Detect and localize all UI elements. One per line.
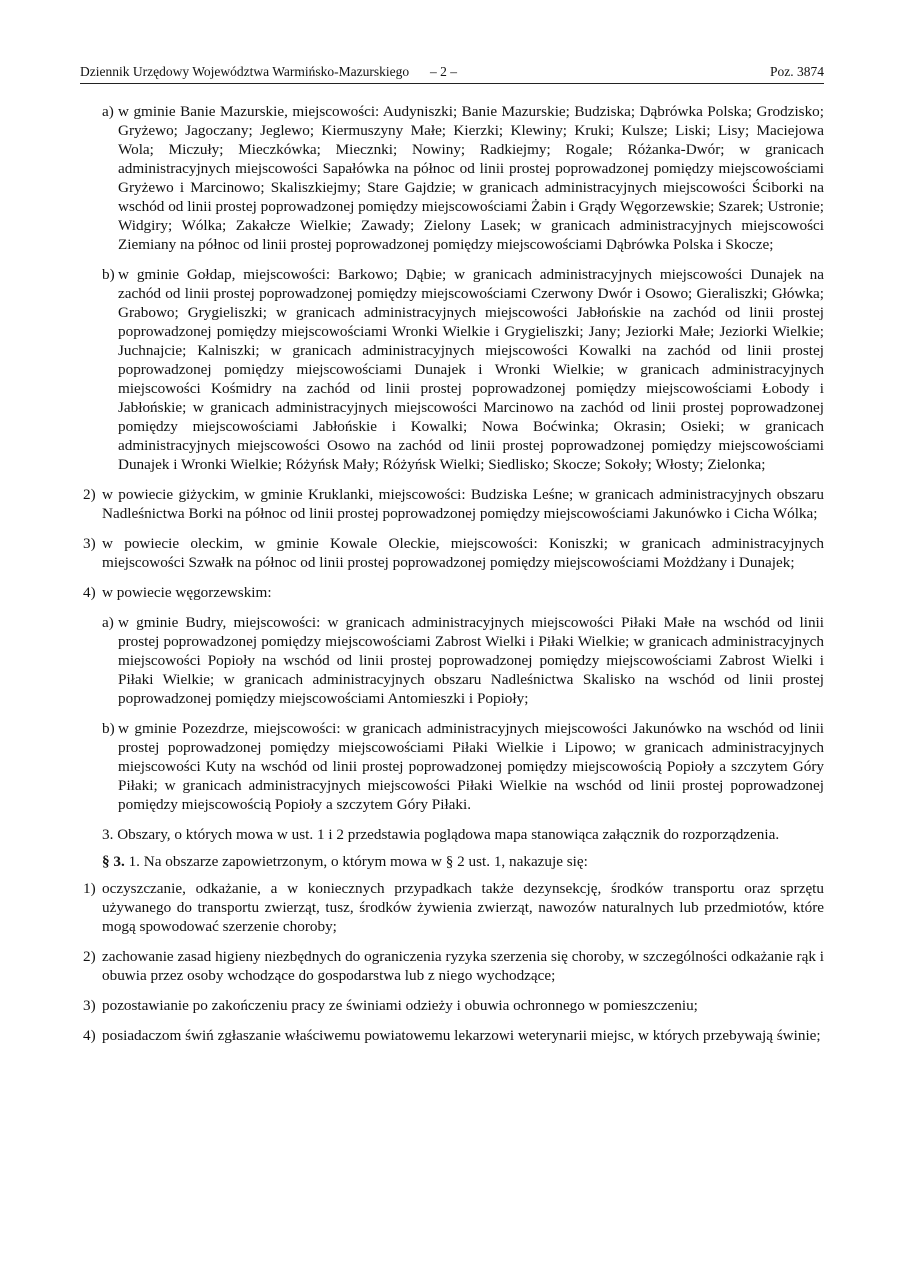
order-item [80,947,824,985]
order-item [80,1026,824,1045]
item-marker: 4) [83,1027,96,1044]
item-text: posiadaczom świń zgłaszanie właściwemu powiatowemu lekarzowi weterynarii miejsc, w których przebywają świnie; [102,1027,821,1044]
list-item [80,485,824,523]
page-header [80,64,824,84]
paragraph-3: 3. Obszary, o których mowa w ust. 1 i 2 przedstawia poglądowa mapa stanowiąca załącznik do rozporządzenia. [102,826,780,843]
item-marker: 4) [83,584,96,601]
document-body [80,102,824,1056]
position-number: Poz. 3874 [770,64,824,79]
item-marker: 2) [83,948,96,965]
item-text: w powiecie węgorzewskim: [102,584,272,601]
item-marker: 1) [83,880,96,897]
item-marker: 3) [83,997,96,1014]
item-marker: a) [102,103,114,120]
item-text: oczyszczanie, odkażanie, a w koniecznych przypadkach także dezynsekcję, środków transportu oraz sprzętu używanego do transportu zwierząt, tusz, środków żywienia zwierząt, nawozów naturalnych lub przedmiotów, które mogą spowodować szerzenie choroby; [102,880,824,935]
page-number: – 2 – [430,64,457,79]
list-item [80,719,824,814]
list-item [80,583,824,602]
item-text: w gminie Banie Mazurskie, miejscowości: Audyniszki; Banie Mazurskie; Budziska; Dąbrówka Polska; Grodzisko; Gryżewo; Jagoczany; Jeglewo; Kiermuszyny Małe; Kierzki; Klewiny; Kruki; Kulsze; Liski; Lisy; Maciejowa Wola; Miczuły; Mieczkówka; Miecznki; Nowiny; Radkiejmy; Rogale; Różanka-Dwór; w granicach administracyjnych miejscowości Sapałówka na północ od linii prostej poprowadzonej pomiędzy miejscowościami Gryżewo i Marcinowo; Skaliszkiejmy; Stare Gajdzie; w granicach administracyjnych miejscowości Ściborki na wschód od linii prostej poprowadzonej pomiędzy miejscowościami Żabin i Grądy Węgorzewskie; Szarek; Ustronie; Widgiry; Wólka; Zakałcze Wielkie; Zawady; Zielony Lasek; w granicach administracyjnych miejscowości Ziemiany na północ od linii prostej poprowadzonej pomiędzy miejscowościami Dąbrówka Polska i Skocze; [118,103,824,253]
list-item [80,534,824,572]
section-3-heading [80,852,824,871]
item-marker: 2) [83,486,96,503]
order-item [80,879,824,936]
journal-title: Dziennik Urzędowy Województwa Warmińsko-Mazurskiego [80,64,410,79]
item-marker: b) [102,266,115,283]
list-item [80,265,824,474]
item-text: pozostawianie po zakończeniu pracy ze świniami odzieży i obuwia ochronnego w pomieszczeniu; [102,997,698,1014]
list-item [80,102,824,254]
item-text: w powiecie giżyckim, w gminie Kruklanki, miejscowości: Budziska Leśne; w granicach administracyjnych obszaru Nadleśnictwa Borki na północ od linii prostej poprowadzonej pomiędzy miejscowościami Jakunówko i Cicha Wólka; [102,486,824,522]
order-item [80,996,824,1015]
item-text: zachowanie zasad higieny niezbędnych do ograniczenia ryzyka szerzenia się choroby, w szczególności odkażanie rąk i obuwia przez osoby wchodzące do gospodarstwa lub z niego wychodzące; [102,948,824,984]
item-text: w powiecie oleckim, w gminie Kowale Oleckie, miejscowości: Koniszki; w granicach administracyjnych miejscowości Szwałk na północ od linii prostej poprowadzonej pomiędzy miejscowościami Możdżany i Dunajek; [102,535,824,571]
item-text: w gminie Gołdap, miejscowości: Barkowo; Dąbie; w granicach administracyjnych miejscowości Dunajek na zachód od linii prostej poprowadzonej pomiędzy miejscowościami Czerwony Dwór i Osowo; Gieraliszki; Główka; Grabowo; Grygieliszki; w granicach administracyjnych miejscowości Jabłońskie na zachód od linii prostej poprowadzonej pomiędzy miejscowościami Wronki Wielkie i Grygieliszki; Jany; Jeziorki Małe; Jeziorki Wielkie; Juchnajcie; Kalniszki; w granicach administracyjnych miejscowości Kowalki na zachód od linii prostej poprowadzonej pomiędzy miejscowościami Dunajek i Wronki Wielkie; w granicach administracyjnych miejscowości Kośmidry na zachód od linii prostej poprowadzonej pomiędzy miejscowościami Łobody i Jabłońskie; w granicach administracyjnych miejscowości Marcinowo na zachód od linii prostej poprowadzonej pomiędzy miejscowościami Jabłońskie i Kowalki; Nowa Boćwinka; Okrasin; Osieki; w granicach administracyjnych miejscowości Osowo na zachód od linii prostej poprowadzonej pomiędzy miejscowościami Dunajek i Wronki Wielkie; Różyńsk Mały; Różyńsk Wielki; Siedlisko; Skocze; Sokoły; Włosty; Zielonka; [118,266,824,473]
list-item [80,613,824,708]
item-text: w gminie Pozezdrze, miejscowości: w granicach administracyjnych miejscowości Jakunówko na wschód od linii prostej poprowadzonej pomiędzy miejscowościami Piłaki Wielkie i Lipowo; w granicach administracyjnych miejscowości Kuty na wschód od linii prostej poprowadzonej pomiędzy miejscowością Popioły a szczytem Góry Piłaki; w granicach administracyjnych miejscowości Piłaki Wielkie na wschód od linii prostej poprowadzonej pomiędzy miejscowością Popioły a szczytem Góry Piłaki. [118,720,824,813]
item-marker: b) [102,720,115,737]
item-text: w gminie Budry, miejscowości: w granicach administracyjnych miejscowości Piłaki Małe na wschód od linii prostej poprowadzonej pomiędzy miejscowościami Zabrost Wielki i Piłaki Wielkie; w granicach administracyjnych miejscowości Popioły na wschód od linii prostej poprowadzonej pomiędzy miejscowościami Zabrost Wielki i Piłaki Wielkie; w granicach administracyjnych obszaru Nadleśnictwa Skalisko na wschód od linii prostej poprowadzonej pomiędzy miejscowościami Antomieszki i Popioły; [118,614,824,707]
item-marker: 3) [83,535,96,552]
section-label: § 3. [102,853,125,870]
section-text: 1. Na obszarze zapowietrzonym, o którym mowa w § 2 ust. 1, nakazuje się: [128,853,588,870]
item-marker: a) [102,614,114,631]
